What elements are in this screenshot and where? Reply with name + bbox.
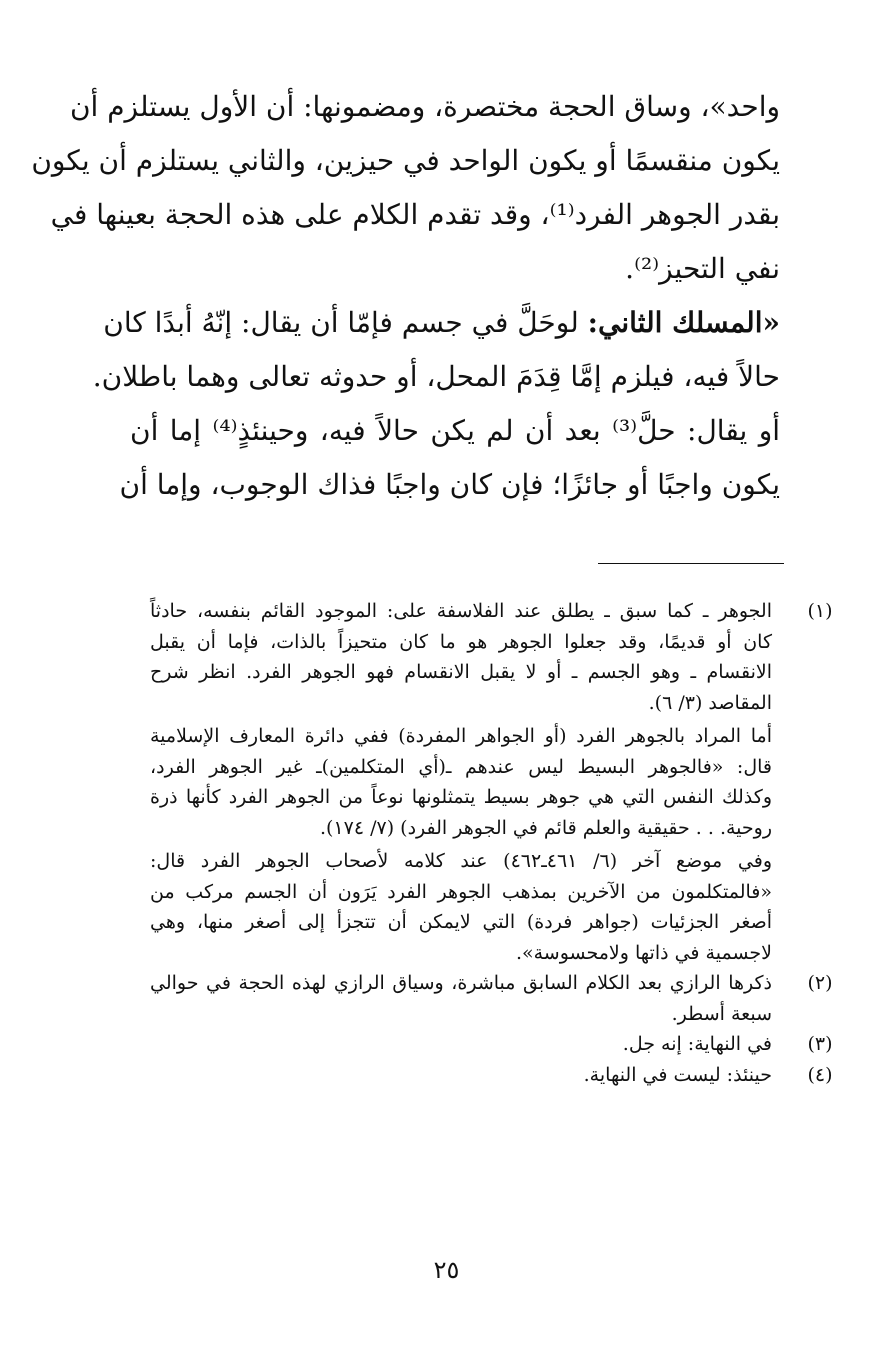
- footnote-line: الجوهر ـ كما سبق ـ يطلق عند الفلاسفة على: الموجود القائم بنفسه، حادثاً: [150, 600, 772, 622]
- main-text-line: يكون واجبًا أو جائزًا؛ فإن كان واجبًا فذاك الوجوب، وإما أن: [119, 468, 780, 501]
- footnote-line: وفي موضع آخر (٦/ ٤٦١ـ٤٦٢) عند كلامه لأصحاب الجوهر الفرد قال:: [150, 850, 773, 872]
- footnote-1: [150, 596, 840, 968]
- section-heading: «المسلك الثاني:: [587, 306, 780, 339]
- footnote-line: أصغر الجزئيات (جواهر فردة) التي لايمكن أن تتجزأ إلى أصغر منها، وهي: [150, 911, 772, 933]
- footnote-line: ذكرها الرازي بعد الكلام السابق مباشرة، وسياق الرازي لهذه الحجة في حوالي: [150, 972, 772, 994]
- footnote-line: كان أو قديمًا، وقد جعلوا الجوهر هو ما كان متحيزاً بالذات، فإما أن يقبل: [150, 630, 772, 653]
- footnote-number: (١): [807, 600, 833, 622]
- main-text-line: أو يقال: حلَّ⁽³⁾ بعد أن لم يكن حالاً فيه، وحينئذٍ⁽⁴⁾ إما أن: [130, 414, 781, 447]
- section-first-line: [103, 296, 780, 350]
- footnote-3: [150, 1029, 840, 1060]
- footnote-line: في النهاية: إنه جل.: [622, 1033, 772, 1055]
- footnotes-section: [150, 596, 840, 1090]
- footnote-line: «فالمتكلمون من الآخرين بمذهب الجوهر الفرد يَرَون أن الجسم مركب من: [150, 880, 772, 903]
- footnote-number: (٣): [807, 1033, 833, 1055]
- footnote-2: [150, 968, 840, 1029]
- footnote-number: (٤): [807, 1063, 833, 1086]
- main-text-line: حالاً فيه، فيلزم إمَّا قِدَمَ المحل، أو حدوثه تعالى وهما باطلان.: [92, 360, 780, 393]
- footnote-number: (٢): [807, 972, 833, 994]
- footnote-line: الانقسام ـ وهو الجسم ـ أو لا يقبل الانقسام فهو الجوهر الفرد. انظر شرح: [150, 661, 772, 683]
- footnote-divider: [598, 563, 784, 564]
- footnote-line: حينئذ: ليست في النهاية.: [583, 1063, 772, 1086]
- footnote-4: [150, 1060, 840, 1091]
- footnote-line: أما المراد بالجوهر الفرد (أو الجواهر المفردة) ففي دائرة المعارف الإسلامية: [150, 725, 772, 747]
- main-text-line: واحد»، وساق الحجة مختصرة، ومضمونها: أن الأول يستلزم أن: [69, 90, 780, 123]
- main-text-line: نفي التحيز⁽²⁾.: [625, 252, 780, 285]
- main-text-block: [31, 80, 781, 512]
- page-number: ٢٥: [433, 1256, 460, 1284]
- footnote-line: لاجسمية في ذاتها ولامحسوسة».: [515, 941, 772, 964]
- section-first-line-text: لوحَلَّ في جسم فإمّا أن يقال: إنّهُ أبدًا كان: [103, 306, 579, 339]
- footnote-line: قال: «فالجوهر البسيط ليس عندهم ـ(أي المتكلمين)ـ غير الجوهر الفرد،: [150, 755, 772, 778]
- footnote-line: سبعة أسطر.: [671, 1002, 772, 1025]
- main-text-line: يكون منقسمًا أو يكون الواحد في حيزين، والثاني يستلزم أن يكون: [31, 144, 780, 177]
- footnote-line: المقاصد (٣/ ٦).: [648, 691, 772, 714]
- footnote-line: وكذلك النفس التي هي جوهر بسيط يتمثلونها نوعاً من الجوهر الفرد كأنها ذرة: [150, 786, 772, 808]
- main-text-line: بقدر الجوهر الفرد⁽¹⁾، وقد تقدم الكلام على هذه الحجة بعينها في: [50, 198, 780, 231]
- footnote-line: روحية. . . حقيقية والعلم قائم في الجوهر الفرد) (٧/ ١٧٤).: [319, 816, 772, 839]
